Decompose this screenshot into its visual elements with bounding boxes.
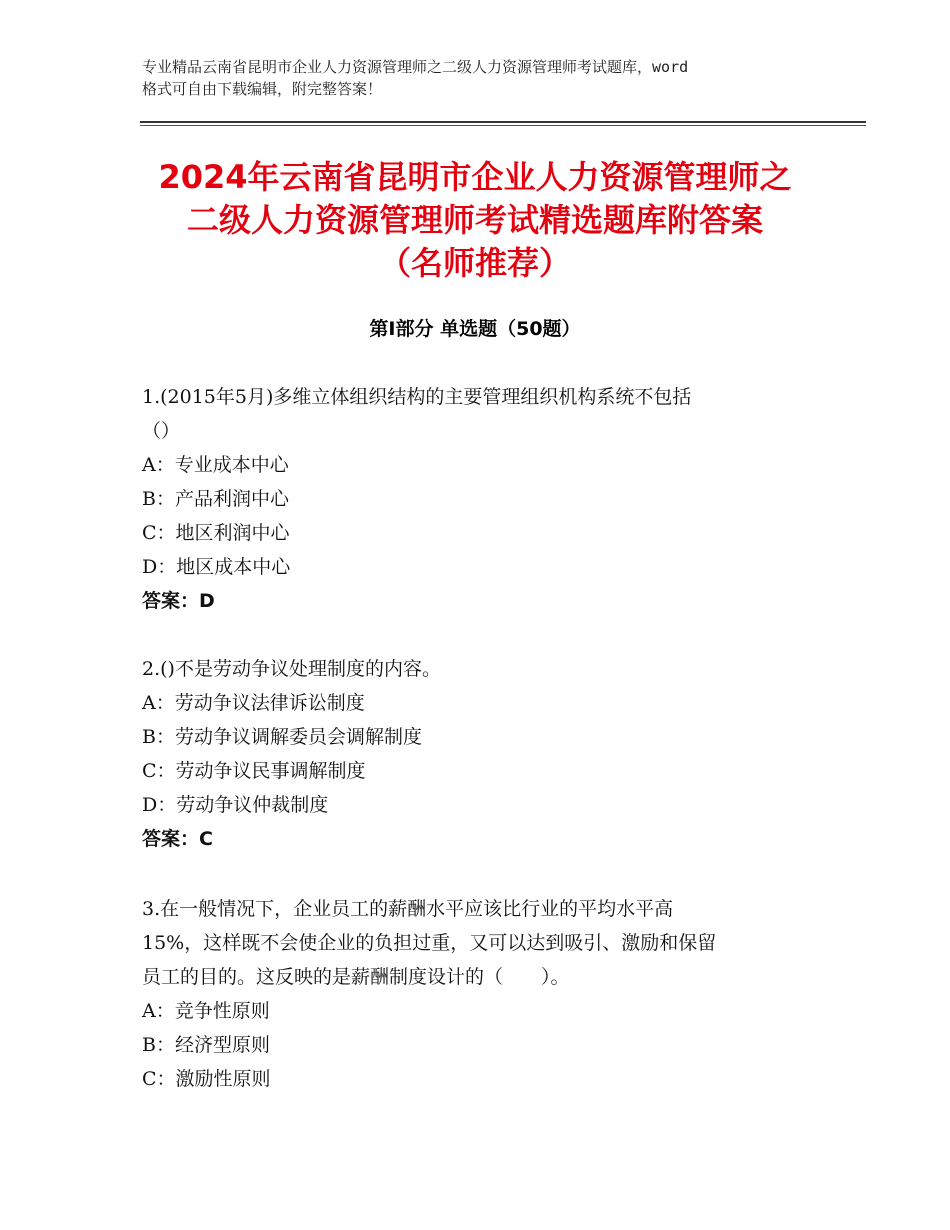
header-note-line: 格式可自由下载编辑，附完整答案！ (142, 80, 383, 98)
question-3 (142, 892, 822, 1096)
option-b: B：产品利润中心 (142, 488, 289, 510)
question-stem: 3.在一般情况下，企业员工的薪酬水平应该比行业的平均水平高 (142, 898, 674, 920)
question-stem: 15%，这样既不会使企业的负担过重，又可以达到吸引、激励和保留 (142, 932, 717, 954)
option-b: B：劳动争议调解委员会调解制度 (142, 726, 422, 748)
option-c: C：激励性原则 (142, 1068, 271, 1090)
option-c: C：劳动争议民事调解制度 (142, 760, 366, 782)
answer: 答案：D (142, 590, 215, 612)
question-stem: （） (142, 420, 181, 442)
document-title (100, 156, 850, 285)
title-line: 2024年云南省昆明市企业人力资源管理师之 (158, 158, 792, 196)
question-stem: 2.()不是劳动争议处理制度的内容。 (142, 658, 441, 680)
header-note-line: 专业精品云南省昆明市企业人力资源管理师之二级人力资源管理师考试题库，word (142, 58, 689, 76)
question-stem: 员工的目的。这反映的是薪酬制度设计的（ ）。 (142, 966, 570, 988)
section-heading: 第Ⅰ部分 单选题（50题） (369, 318, 581, 340)
header-divider-thick (140, 121, 866, 123)
question-1 (142, 380, 822, 618)
header-divider-thin (140, 125, 866, 126)
option-c: C：地区利润中心 (142, 522, 290, 544)
title-line: （名师推荐） (378, 244, 571, 282)
option-d: D：劳动争议仲裁制度 (142, 794, 329, 816)
answer: 答案：C (142, 828, 213, 850)
title-line: 二级人力资源管理师考试精选题库附答案 (186, 201, 763, 239)
question-2 (142, 652, 822, 856)
question-stem: 1.(2015年5月)多维立体组织结构的主要管理组织机构系统不包括 (142, 386, 692, 408)
option-d: D：地区成本中心 (142, 556, 291, 578)
option-a: A：竞争性原则 (142, 1000, 270, 1022)
option-a: A：劳动争议法律诉讼制度 (142, 692, 365, 714)
header-note (142, 56, 842, 100)
option-b: B：经济型原则 (142, 1034, 270, 1056)
option-a: A：专业成本中心 (142, 454, 289, 476)
